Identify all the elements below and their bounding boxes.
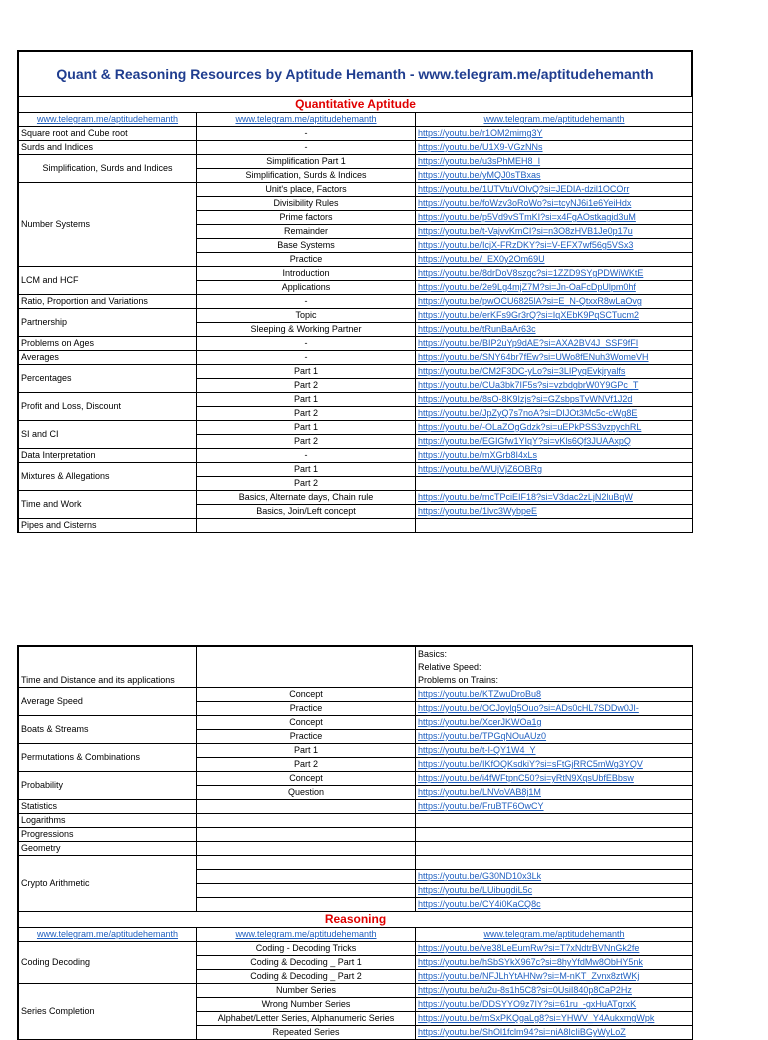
table-row: [19, 449, 693, 463]
topic-cell: Boats & Streams: [19, 716, 197, 744]
video-link[interactable]: https://youtu.be/BIP2uYp9dAE?si=AXA2BV4J_SSF9fFI: [416, 337, 693, 351]
video-link[interactable]: https://youtu.be/IcjX-FRzDKY?si=V-EFX7wf56g5VSx3: [416, 239, 693, 253]
table-row: [19, 942, 693, 956]
note-line: Basics:: [418, 649, 448, 659]
video-link[interactable]: https://youtu.be/IKfOQKsdkiY?si=sFtGjRRC5mWg3YQV: [416, 758, 693, 772]
note-line: Relative Speed:: [418, 662, 482, 672]
table-row: [19, 842, 693, 856]
video-link[interactable]: https://youtu.be/LNVoVAB8j1M: [416, 786, 693, 800]
topic-cell: Coding Decoding: [19, 942, 197, 984]
subtopic-cell: Introduction: [197, 267, 416, 281]
header-link-1[interactable]: www.telegram.me/aptitudehemanth: [19, 928, 197, 942]
subtopic-cell: Number Series: [197, 984, 416, 998]
note-line: Problems on Trains:: [418, 675, 499, 685]
header-link-3[interactable]: www.telegram.me/aptitudehemanth: [416, 928, 693, 942]
subtopic-cell: [197, 898, 416, 912]
video-link[interactable]: https://youtu.be/NFJLhYtAHNw?si=M-nKT_Zvnx8ztWKj: [416, 970, 693, 984]
subtopic-cell: -: [197, 141, 416, 155]
subtopic-cell: [197, 856, 416, 870]
subtopic-cell: Wrong Number Series: [197, 998, 416, 1012]
notes-cell: [416, 647, 693, 688]
subtopic-cell: -: [197, 127, 416, 141]
subtopic-cell: Topic: [197, 309, 416, 323]
video-link[interactable]: https://youtu.be/CUa3bk7IF5s?si=vzbdgbrW0Y9GPc_T: [416, 379, 693, 393]
video-link[interactable]: https://youtu.be/CY4i0KaCQ8c: [416, 898, 693, 912]
topic-cell: Pipes and Cisterns: [19, 519, 197, 533]
table-row: [19, 183, 693, 197]
subtopic-cell: Part 1: [197, 393, 416, 407]
subtopic-cell: Basics, Alternate days, Chain rule: [197, 491, 416, 505]
subtopic-cell: Part 1: [197, 365, 416, 379]
topic-cell: Series Completion: [19, 984, 197, 1040]
subtopic-cell: Simplification, Surds & Indices: [197, 169, 416, 183]
table-row: [19, 295, 693, 309]
video-link[interactable]: https://youtu.be/mcTPciEIF18?si=V3dac2zLjN2luBqW: [416, 491, 693, 505]
table-row: [19, 309, 693, 323]
video-link[interactable]: https://youtu.be/SNY64br7fEw?si=UWo8fENuh3WomeVH: [416, 351, 693, 365]
topic-cell: Time and Work: [19, 491, 197, 519]
subtopic-cell: Remainder: [197, 225, 416, 239]
topic-cell: Averages: [19, 351, 197, 365]
video-link: [416, 828, 693, 842]
video-link[interactable]: https://youtu.be/_EX0y2Om69U: [416, 253, 693, 267]
video-link[interactable]: https://youtu.be/DDSYYO9z7IY?si=61ru_-gxHuATgrxK: [416, 998, 693, 1012]
video-link[interactable]: https://youtu.be/1lvc3WybpeE: [416, 505, 693, 519]
video-link[interactable]: https://youtu.be/ve38LeEumRw?si=T7xNdtrBVNnGk2fe: [416, 942, 693, 956]
subtopic-cell: Alphabet/Letter Series, Alphanumeric Series: [197, 1012, 416, 1026]
table-row: [19, 856, 693, 870]
subtopic-cell: Part 2: [197, 477, 416, 491]
subtopic-cell: Concept: [197, 716, 416, 730]
table-row: [19, 351, 693, 365]
topic-cell: Percentages: [19, 365, 197, 393]
header-link-2[interactable]: www.telegram.me/aptitudehemanth: [197, 928, 416, 942]
video-link[interactable]: https://youtu.be/G30ND10x3Lk: [416, 870, 693, 884]
subtopic-cell: [197, 870, 416, 884]
topic-cell: Geometry: [19, 842, 197, 856]
video-link[interactable]: https://youtu.be/yMQJ0sTBxas: [416, 169, 693, 183]
video-link[interactable]: https://youtu.be/t-VajvvKmCI?si=n3O8zHVB1Je0p17u: [416, 225, 693, 239]
topic-cell: SI and CI: [19, 421, 197, 449]
table-row: [19, 772, 693, 786]
topic-cell: Square root and Cube root: [19, 127, 197, 141]
quant-heading: Quantitative Aptitude: [19, 97, 693, 113]
video-link[interactable]: https://youtu.be/t-I-QY1W4_Y: [416, 744, 693, 758]
video-link[interactable]: https://youtu.be/LUibugdiL5c: [416, 884, 693, 898]
header-link-1[interactable]: www.telegram.me/aptitudehemanth: [19, 113, 197, 127]
subtopic-cell: Coding & Decoding _ Part 2: [197, 970, 416, 984]
video-link[interactable]: https://youtu.be/i4fWFtpnC50?si=yRtN9XqsUbfEBbsw: [416, 772, 693, 786]
video-link: [416, 814, 693, 828]
video-link[interactable]: https://youtu.be/FruBTF6OwCY: [416, 800, 693, 814]
table-row: [19, 688, 693, 702]
video-link[interactable]: https://youtu.be/KTZwuDroBu8: [416, 688, 693, 702]
topic-cell: Time and Distance and its applications: [19, 647, 197, 688]
video-link[interactable]: https://youtu.be/hSbSYkX967c?si=8hyYfdMw8ObHY5nk: [416, 956, 693, 970]
video-link[interactable]: https://youtu.be/8drDoV8szgc?si=1ZZD9SYgPDWiWKtE: [416, 267, 693, 281]
table-row: [19, 421, 693, 435]
subtopic-cell: Practice: [197, 702, 416, 716]
sheet-part-1: [17, 50, 693, 533]
subtopic-cell: Unit's place, Factors: [197, 183, 416, 197]
table-row: [19, 647, 693, 688]
table-row: [19, 155, 693, 169]
reasoning-heading: Reasoning: [19, 912, 693, 928]
table-row: [19, 337, 693, 351]
topic-cell: Logarithms: [19, 814, 197, 828]
table-row: [19, 463, 693, 477]
topic-cell: Profit and Loss, Discount: [19, 393, 197, 421]
table-row: [19, 814, 693, 828]
subtopic-cell: [197, 814, 416, 828]
subtopic-cell: Part 2: [197, 758, 416, 772]
header-row: [19, 928, 693, 942]
table-row: [19, 744, 693, 758]
subtopic-cell: -: [197, 295, 416, 309]
table-row: [19, 393, 693, 407]
topic-cell: Partnership: [19, 309, 197, 337]
table-row: [19, 800, 693, 814]
topic-cell: Average Speed: [19, 688, 197, 716]
quant-table-continued: [18, 646, 693, 1040]
table-row: [19, 127, 693, 141]
video-link[interactable]: https://youtu.be/r1OM2mimg3Y: [416, 127, 693, 141]
subtopic-cell: [197, 828, 416, 842]
subtopic-cell: Base Systems: [197, 239, 416, 253]
table-row: [19, 141, 693, 155]
topic-cell: Progressions: [19, 828, 197, 842]
subtopic-cell: Divisibility Rules: [197, 197, 416, 211]
subtopic-cell: Applications: [197, 281, 416, 295]
video-link[interactable]: https://youtu.be/u3sPhMEH8_I: [416, 155, 693, 169]
video-link[interactable]: https://youtu.be/OCJoylq5Ouo?si=ADs0cHL7SDDw0JI-: [416, 702, 693, 716]
subtopic-cell: Prime factors: [197, 211, 416, 225]
table-row: [19, 365, 693, 379]
video-link[interactable]: https://youtu.be/8sO-8K9Izjs?si=GZsbpsTvWNVf1J2d: [416, 393, 693, 407]
video-link[interactable]: https://youtu.be/u2u-8s1h5C8?si=0UsiI840p8CaP2Hz: [416, 984, 693, 998]
subtopic-cell: [197, 647, 416, 688]
topic-cell: Problems on Ages: [19, 337, 197, 351]
video-link[interactable]: https://youtu.be/U1X9-VGzNNs: [416, 141, 693, 155]
table-row: [19, 267, 693, 281]
video-link[interactable]: https://youtu.be/erKFs9Gr3rQ?si=IqXEbK9PqSCTucm2: [416, 309, 693, 323]
video-link[interactable]: https://youtu.be/JpZyQ7s7noA?si=DIJOt3Mc5c-cWg8E: [416, 407, 693, 421]
subtopic-cell: Concept: [197, 772, 416, 786]
video-link: [416, 842, 693, 856]
subtopic-cell: Part 2: [197, 435, 416, 449]
subtopic-cell: Part 1: [197, 421, 416, 435]
subtopic-cell: [197, 842, 416, 856]
subtopic-cell: Part 1: [197, 463, 416, 477]
topic-cell: Surds and Indices: [19, 141, 197, 155]
quant-table: [18, 96, 693, 533]
topic-cell: Ratio, Proportion and Variations: [19, 295, 197, 309]
subtopic-cell: Practice: [197, 253, 416, 267]
header-link-3[interactable]: www.telegram.me/aptitudehemanth: [416, 113, 693, 127]
video-link: [416, 856, 693, 870]
video-link[interactable]: https://youtu.be/1UTVtuVOlvQ?si=JEDIA-dzil1OCOrr: [416, 183, 693, 197]
video-link[interactable]: https://youtu.be/p5Vd9vSTmKI?si=x4FgAOstkagid3uM: [416, 211, 693, 225]
topic-cell: LCM and HCF: [19, 267, 197, 295]
subtopic-cell: Part 2: [197, 379, 416, 393]
subtopic-cell: [197, 800, 416, 814]
topic-cell: Mixtures & Allegations: [19, 463, 197, 491]
video-link[interactable]: https://youtu.be/WUjVjZ6OBRg: [416, 463, 693, 477]
subtopic-cell: [197, 884, 416, 898]
video-link: [416, 477, 693, 491]
video-link[interactable]: https://youtu.be/tRunBaAr63c: [416, 323, 693, 337]
subtopic-cell: -: [197, 449, 416, 463]
sheet-part-2: [17, 645, 693, 1040]
topic-cell: Simplification, Surds and Indices: [19, 155, 197, 183]
video-link[interactable]: https://youtu.be/TPGqNOuAUz0: [416, 730, 693, 744]
subtopic-cell: Practice: [197, 730, 416, 744]
video-link[interactable]: https://youtu.be/-OLaZOgGdzk?si=uEPkPSS3vzpychRL: [416, 421, 693, 435]
subtopic-cell: Sleeping & Working Partner: [197, 323, 416, 337]
video-link[interactable]: https://youtu.be/pwOCU6825lA?si=E_N-QtxxR8wLaOvg: [416, 295, 693, 309]
subtopic-cell: Part 1: [197, 744, 416, 758]
video-link: [416, 519, 693, 533]
video-link[interactable]: https://youtu.be/2e9Lg4mjZ7M?si=Jn-OaFcDpUlpm0hf: [416, 281, 693, 295]
subtopic-cell: Question: [197, 786, 416, 800]
topic-cell: Probability: [19, 772, 197, 800]
video-link[interactable]: https://youtu.be/EGIGfw1YIqY?si=vKls6Qf3JUAAxpQ: [416, 435, 693, 449]
header-link-2[interactable]: www.telegram.me/aptitudehemanth: [197, 113, 416, 127]
topic-cell: Permutations & Combinations: [19, 744, 197, 772]
subtopic-cell: -: [197, 351, 416, 365]
topic-cell: Statistics: [19, 800, 197, 814]
video-link[interactable]: https://youtu.be/XcerJKWOa1g: [416, 716, 693, 730]
video-link[interactable]: https://youtu.be/CM2F3DC-yLo?si=3LIPyqEvkjryalfs: [416, 365, 693, 379]
subtopic-cell: -: [197, 337, 416, 351]
header-row: [19, 113, 693, 127]
topic-cell: Crypto Arithmetic: [19, 856, 197, 912]
subtopic-cell: Part 2: [197, 407, 416, 421]
table-row: [19, 716, 693, 730]
table-row: [19, 828, 693, 842]
video-link[interactable]: https://youtu.be/mXGrb8I4xLs: [416, 449, 693, 463]
subtopic-cell: Coding - Decoding Tricks: [197, 942, 416, 956]
subtopic-cell: Coding & Decoding _ Part 1: [197, 956, 416, 970]
topic-cell: Data Interpretation: [19, 449, 197, 463]
subtopic-cell: Simplification Part 1: [197, 155, 416, 169]
topic-cell: Number Systems: [19, 183, 197, 267]
video-link[interactable]: https://youtu.be/mSxPKQgaLg8?si=YHWV_Y4AukxmgWpk: [416, 1012, 693, 1026]
subtopic-cell: [197, 519, 416, 533]
subtopic-cell: Basics, Join/Left concept: [197, 505, 416, 519]
table-row: [19, 519, 693, 533]
table-row: [19, 984, 693, 998]
video-link[interactable]: https://youtu.be/ShOl1fclm94?si=niA8IcIiBGyWyLoZ: [416, 1026, 693, 1040]
video-link[interactable]: https://youtu.be/foWzv3oRoWo?si=tcyNJ6i1e6YeiHdx: [416, 197, 693, 211]
page-title: Quant & Reasoning Resources by Aptitude Hemanth - www.telegram.me/aptitudehemanth: [18, 51, 692, 96]
subtopic-cell: Repeated Series: [197, 1026, 416, 1040]
subtopic-cell: Concept: [197, 688, 416, 702]
table-row: [19, 491, 693, 505]
